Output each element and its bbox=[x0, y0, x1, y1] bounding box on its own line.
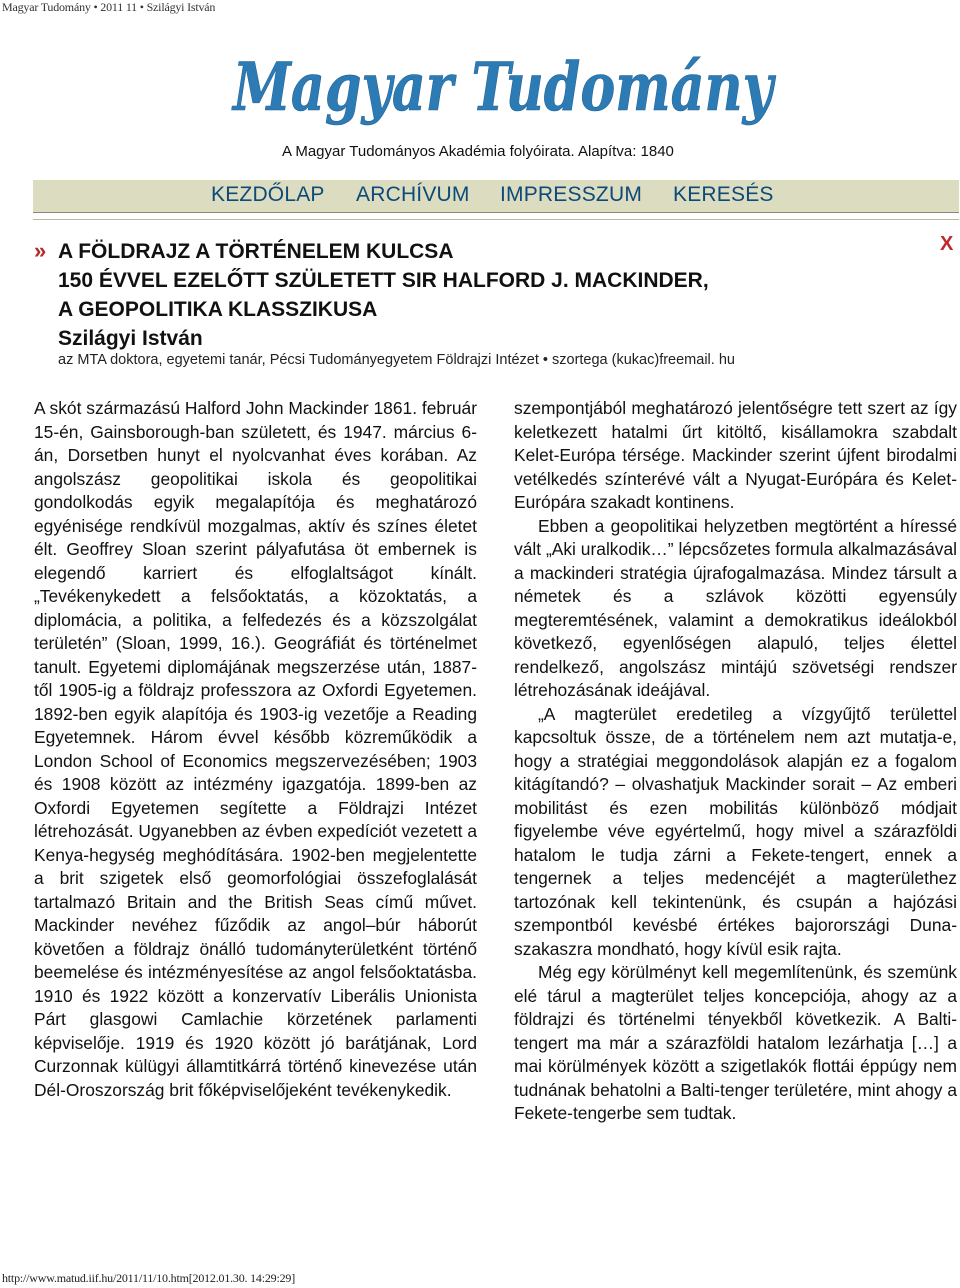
print-header: Magyar Tudomány • 2011 11 • Szilágyi István bbox=[2, 0, 216, 14]
nav-imprint-link[interactable]: IMPRESSZUM bbox=[500, 183, 643, 206]
article-column-left bbox=[34, 397, 477, 1102]
site-tagline: A Magyar Tudományos Akadémia folyóirata. Alapítva: 1840 bbox=[282, 143, 674, 160]
nav-archive-link[interactable]: ARCHÍVUM bbox=[356, 183, 470, 206]
site-logo[interactable] bbox=[228, 48, 778, 132]
logo-graphic bbox=[228, 48, 778, 132]
main-navigation bbox=[33, 180, 959, 213]
article-title-line-3: A GEOPOLITIKA KLASSZIKUSA bbox=[58, 298, 378, 321]
nav-search-link[interactable]: KERESÉS bbox=[673, 183, 774, 206]
nav-home-link[interactable]: KEZDŐLAP bbox=[211, 183, 325, 206]
article-author: Szilágyi István bbox=[58, 327, 203, 350]
article-header bbox=[34, 237, 934, 353]
paragraph: „A magterület eredetileg a vízgyűjtő területtel kapcsoltuk össze, de a történelem nem azt mutatja-e, hogy a stratégiai meggondolások alapján ez a fogalom kitágítandó? – olvashatjuk Mackinder sorait – Az emberi mobilitást és ezen mobilitás különböző módjait figyelembe véve egyértelmű, hogy mivel a szárazföldi hatalom le tudja zárni a Fekete-tengert, ennek a tengernek a teljes medencéjét a magterülethez tartozónak kell tekintenünk, és csupán a hajózási szempontból kevésbé értékes bajorországi Duna-szakaszra mondható, hogy kívül esik rajta. bbox=[514, 703, 957, 959]
nav-divider bbox=[33, 219, 959, 220]
article-title-text-1: A FÖLDRAJZ A TÖRTÉNELEM KULCSA bbox=[58, 240, 454, 263]
article-title-line-1 bbox=[34, 237, 934, 266]
logo-text: Magyar Tudomány bbox=[231, 48, 777, 126]
paragraph: Ebben a geopolitikai helyzetben megtörtént a híressé vált „Aki uralkodik…” lépcsőzetes formula alkalmazásával a mackinderi stratégia újrafogalmazása. Mindez társult a németek és a szlávok közötti egyensúly megteremtésének, valamint a demokratikus ideálokból következő, egyenlőségen alapuló, teljes élettel rendelkező, angolszász mintájú szövetségi rendszer létrehozásának ideájával. bbox=[514, 515, 957, 700]
article-column-right bbox=[514, 397, 957, 1126]
paragraph: Még egy körülményt kell megemlítenünk, és szemünk elé tárul a magterület teljes koncepciója, ahogy az a földrajzi és történelmi tényekből következik. A Balti-tengert ma már a szárazföldi hatalom lezárhatja […] a mai körülmények között a szigetlakók flottái éppúgy nem tudnának behatolni a Balti-tenger területére, mint ahogy a Fekete-tengerbe sem tudtak. bbox=[514, 962, 957, 1123]
title-marker-icon: » bbox=[34, 238, 47, 263]
print-footer-url: http://www.matud.iif.hu/2011/11/10.htm[2012.01.30. 14:29:29] bbox=[2, 1271, 295, 1285]
close-article-button[interactable]: X bbox=[940, 233, 954, 255]
paragraph: szempontjából meghatározó jelentőségre tett szert az így keletkezett hatalmi űrt kitöltő, kisállamokra szabdalt Kelet-Európa térsége. Mackinder szerint újfent birodalmi vetélkedés színterévé vált a Nyugat-Európára és Kelet-Európára szakadt kontinens. bbox=[514, 398, 957, 512]
paragraph: A skót származású Halford John Mackinder 1861. február 15-én, Gainsborough-ban született, és 1947. március 6-án, Dorsetben hunyt el nyolcvanhat éves korában. Az angolszász geopolitikai iskola és geopolitikai gondolkodás egyik megalapítója és meghatározó egyénisége rendkívül mozgalmas, aktív és színes életet élt. Geoffrey Sloan szerint pályafutása öt embernek is elegendő karriert és elfoglaltságot kínált. „Tevékenykedett a felsőoktatás, a közoktatás, a diplomácia, a politika, a felfedezés és a közszolgálat területén” (Sloan, 1999, 16.). Geográfiát és történelmet tanult. Egyetemi diplomájának megszerzése után, 1887-től 1905-ig a földrajz professzora az Oxfordi Egyetemen. 1892-ben egyik alapítója és 1903-ig vezetője a Reading Egyetemnek. Három évvel később közreműködik a London School of Economics megszervezésében; 1903 és 1908 között az intézmény igazgatója. 1899-ben az Oxfordi Egyetemen segítette a Földrajzi Intézet létrehozását. Ugyanebben az évben expedíciót vezetett a Kenya-hegység meghódítására. 1902-ben megjelentette a brit szigetek első geomorfológiai összefoglalását tartalmazó Britain and the British Seas című művet. Mackinder nevéhez fűződik az angol–búr háborút követően a földrajz önálló tudományterületként történő beemelése és intézményesítése az angol felsőoktatásba. 1910 és 1922 között a konzervatív Liberális Unionista Párt glasgowi Camlachie körzetének parlamenti képviselője. 1919 és 1920 között jó barátjának, Lord Curzonnak külügyi államtitkárrá történő kinevezése után Dél-Oroszország brit főképviselőjeként tevékenykedik. bbox=[34, 398, 477, 1100]
article-title-line-2: 150 ÉVVEL EZELŐTT SZÜLETETT SIR HALFORD J. MACKINDER, bbox=[58, 269, 709, 292]
author-affiliation: az MTA doktora, egyetemi tanár, Pécsi Tudományegyetem Földrajzi Intézet • szortega (kukac)freemail. hu bbox=[58, 352, 735, 368]
